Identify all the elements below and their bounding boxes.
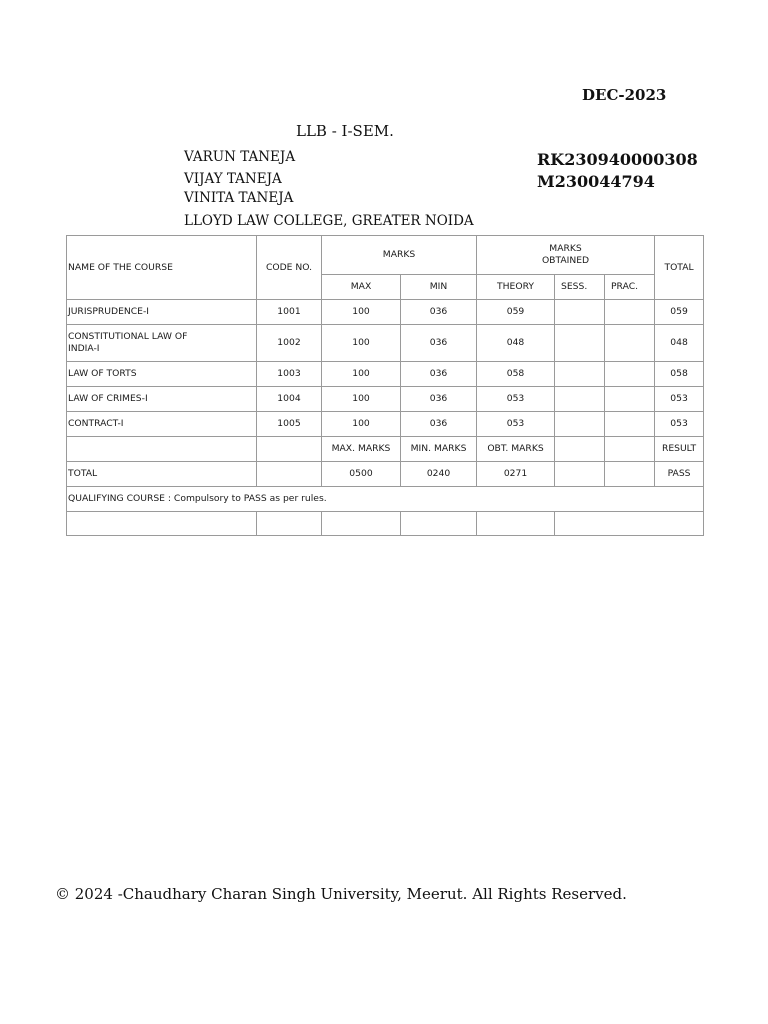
prac-marks: [605, 300, 655, 325]
table-row: [67, 387, 704, 412]
min-marks: 036: [401, 387, 477, 412]
table-row: [67, 325, 704, 362]
summary-header-row: [67, 437, 704, 462]
theory-marks: 053: [477, 387, 555, 412]
prac-marks: [605, 412, 655, 437]
summary-result-label: RESULT: [655, 437, 704, 462]
student-name: VARUN TANEJA: [184, 149, 296, 165]
header-marks-obtained: MARKS OBTAINED: [477, 236, 655, 275]
header-marks: MARKS: [322, 236, 477, 275]
total-blank: [605, 462, 655, 487]
course-code: 1004: [257, 387, 322, 412]
course-code: 1005: [257, 412, 322, 437]
subheader-max: MAX: [322, 275, 401, 300]
min-marks: 036: [401, 300, 477, 325]
sess-marks: [555, 387, 605, 412]
course-name: LAW OF CRIMES-I: [67, 387, 257, 412]
table-row: [67, 362, 704, 387]
course-code: 1002: [257, 325, 322, 362]
blank-cell: [257, 512, 322, 536]
theory-marks: 048: [477, 325, 555, 362]
max-marks: 100: [322, 325, 401, 362]
total-max-marks: 0500: [322, 462, 401, 487]
max-marks: 100: [322, 300, 401, 325]
total-marks: 053: [655, 412, 704, 437]
header-total: TOTAL: [655, 236, 704, 300]
min-marks: 036: [401, 362, 477, 387]
theory-marks: 059: [477, 300, 555, 325]
table-header-row: [67, 236, 704, 275]
min-marks: 036: [401, 412, 477, 437]
prac-marks: [605, 325, 655, 362]
summary-header-blank: [257, 437, 322, 462]
max-marks: 100: [322, 387, 401, 412]
course-name: CONTRACT-I: [67, 412, 257, 437]
prac-marks: [605, 362, 655, 387]
min-marks: 036: [401, 325, 477, 362]
total-marks: 053: [655, 387, 704, 412]
max-marks: 100: [322, 362, 401, 387]
copyright-footer: © 2024 -Chaudhary Charan Singh University, Meerut. All Rights Reserved.: [55, 885, 627, 903]
course-code: 1001: [257, 300, 322, 325]
marks-table: [66, 235, 704, 536]
exam-session: DEC-2023: [582, 86, 667, 104]
course-name: LAW OF TORTS: [67, 362, 257, 387]
mother-name: VINITA TANEJA: [184, 190, 294, 206]
theory-marks: 053: [477, 412, 555, 437]
subheader-min: MIN: [401, 275, 477, 300]
enrolment-number: M230044794: [537, 172, 655, 191]
summary-header-blank: [67, 437, 257, 462]
total-marks: 048: [655, 325, 704, 362]
max-marks: 100: [322, 412, 401, 437]
subheader-theory: THEORY: [477, 275, 555, 300]
course-name: CONSTITUTIONAL LAW OF INDIA-I: [67, 325, 257, 362]
roll-number: RK230940000308: [537, 150, 698, 169]
table-row: [67, 412, 704, 437]
father-name: VIJAY TANEJA: [184, 171, 282, 187]
subheader-prac: PRAC.: [605, 275, 655, 300]
summary-header-blank: [605, 437, 655, 462]
subheader-sess: SESS.: [555, 275, 605, 300]
total-marks: 058: [655, 362, 704, 387]
course-title: LLB - I-SEM.: [296, 122, 394, 140]
total-blank: [257, 462, 322, 487]
course-code: 1003: [257, 362, 322, 387]
table-row: [67, 300, 704, 325]
total-obt-marks: 0271: [477, 462, 555, 487]
theory-marks: 058: [477, 362, 555, 387]
header-course-name: NAME OF THE COURSE: [67, 236, 257, 300]
sess-marks: [555, 412, 605, 437]
sess-marks: [555, 362, 605, 387]
blank-cell: [322, 512, 401, 536]
blank-cell: [555, 512, 704, 536]
college-name: LLOYD LAW COLLEGE, GREATER NOIDA: [184, 213, 474, 229]
course-name: JURISPRUDENCE-I: [67, 300, 257, 325]
summary-max-marks-label: MAX. MARKS: [322, 437, 401, 462]
sess-marks: [555, 325, 605, 362]
blank-cell: [67, 512, 257, 536]
qualifying-row: [67, 487, 704, 512]
blank-row: [67, 512, 704, 536]
sess-marks: [555, 300, 605, 325]
summary-header-blank: [555, 437, 605, 462]
total-marks: 059: [655, 300, 704, 325]
total-label: TOTAL: [67, 462, 257, 487]
blank-cell: [477, 512, 555, 536]
header-code: CODE NO.: [257, 236, 322, 300]
prac-marks: [605, 387, 655, 412]
total-min-marks: 0240: [401, 462, 477, 487]
result-value: PASS: [655, 462, 704, 487]
summary-obt-marks-label: OBT. MARKS: [477, 437, 555, 462]
qualifying-note: QUALIFYING COURSE : Compulsory to PASS as per rules.: [67, 487, 704, 512]
total-row: [67, 462, 704, 487]
summary-min-marks-label: MIN. MARKS: [401, 437, 477, 462]
total-blank: [555, 462, 605, 487]
blank-cell: [401, 512, 477, 536]
